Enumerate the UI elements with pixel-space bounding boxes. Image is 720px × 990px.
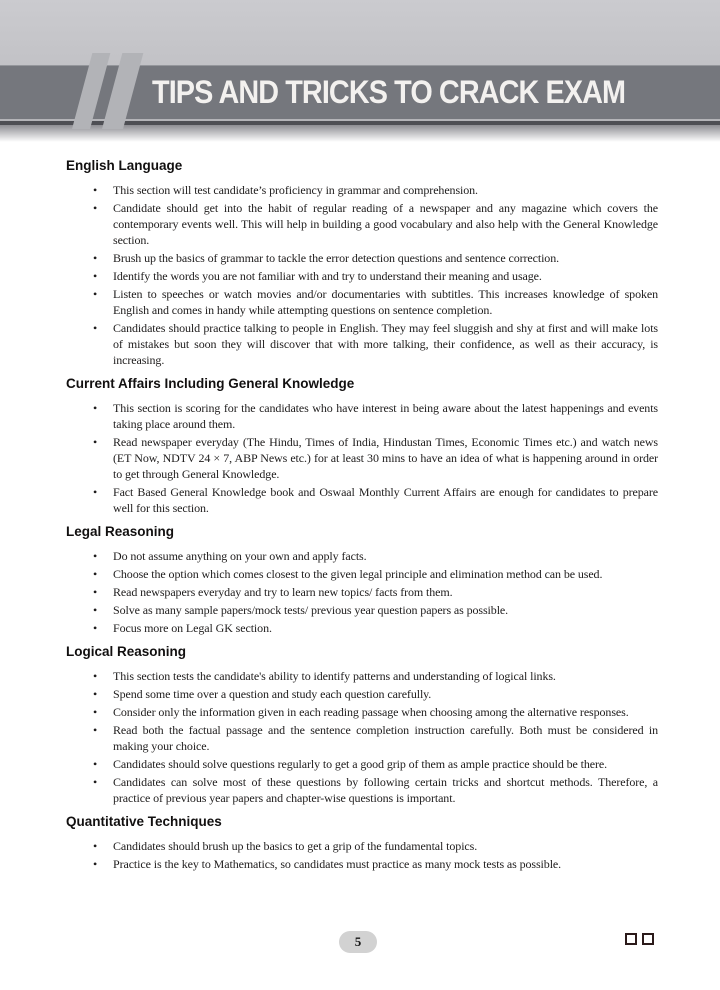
- bullet-item: • Read newspapers everyday and try to learn new topics/ facts from them.: [113, 584, 658, 600]
- page-title: TIPS AND TRICKS TO CRACK EXAM: [152, 74, 626, 110]
- bullet-item: • Choose the option which comes closest to the given legal principle and elimination method can be used.: [113, 566, 658, 582]
- bullet-item: • Do not assume anything on your own and apply facts.: [113, 548, 658, 564]
- bullet-item: • Candidates can solve most of these questions by following certain tricks and shortcut methods. Therefore, a practice of previous year papers and chapter-wise questions is important.: [113, 774, 658, 806]
- section-english-language: [0, 157, 720, 368]
- bullet-item: • This section will test candidate’s proficiency in grammar and comprehension.: [113, 182, 658, 198]
- section-heading: English Language: [66, 158, 183, 173]
- bullet-item: • Brush up the basics of grammar to tackle the error detection questions and sentence correction.: [113, 250, 658, 266]
- bullet-item: • Read newspaper everyday (The Hindu, Times of India, Hindustan Times, Economic Times etc.) and watch news (ET Now, NDTV 24 × 7, ABP News etc.) for at least 30 mins to have an idea of what is happening around in order to get through General Knowledge.: [113, 434, 658, 482]
- bullet-item: • Candidate should get into the habit of regular reading of a newspaper and any magazine which covers the contemporary events well. This will help in building a good vocabulary and also help with the General Knowledge section.: [113, 200, 658, 248]
- bullet-item: • Solve as many sample papers/mock tests/ previous year question papers as possible.: [113, 602, 658, 618]
- bullet-list: [113, 838, 658, 872]
- section-heading: Current Affairs Including General Knowledge: [66, 376, 355, 391]
- page-content: [0, 157, 720, 874]
- bullet-item: • Candidates should practice talking to people in English. They may feel sluggish and shy at first and will make lots of mistakes but soon they will discover that with more talking, their confidence, as well as their accuracy, is increasing.: [113, 320, 658, 368]
- bullet-item: • Fact Based General Knowledge book and Oswaal Monthly Current Affairs are enough for candidates to prepare well for this section.: [113, 484, 658, 516]
- section-legal-reasoning: [0, 523, 720, 636]
- bullet-list: [113, 548, 658, 636]
- bullet-item: • Candidates should brush up the basics to get a grip of the fundamental topics.: [113, 838, 658, 854]
- bullet-item: • Listen to speeches or watch movies and/or documentaries with subtitles. This increases knowledge of spoken English and comes in handy while attempting questions on sentence completion.: [113, 286, 658, 318]
- bullet-item: • Practice is the key to Mathematics, so candidates must practice as many mock tests as possible.: [113, 856, 658, 872]
- bullet-item: • Candidates should solve questions regularly to get a good grip of them as ample practice should be there.: [113, 756, 658, 772]
- section-heading: Quantitative Techniques: [66, 814, 222, 829]
- section-current-affairs: [0, 375, 720, 516]
- bullet-item: • Identify the words you are not familiar with and try to understand their meaning and usage.: [113, 268, 658, 284]
- section-logical-reasoning: [0, 643, 720, 806]
- bullet-item: • Consider only the information given in each reading passage when choosing among the alternative responses.: [113, 704, 658, 720]
- section-quantitative-techniques: [0, 813, 720, 872]
- bullet-item: • Read both the factual passage and the sentence completion instruction carefully. Both must be considered in making your choice.: [113, 722, 658, 754]
- square-glyph: [642, 933, 654, 945]
- double-square-icon: [625, 933, 654, 945]
- square-glyph: [625, 933, 637, 945]
- bullet-item: • Focus more on Legal GK section.: [113, 620, 658, 636]
- bullet-item: • This section tests the candidate's ability to identify patterns and understanding of logical links.: [113, 668, 658, 684]
- section-heading: Legal Reasoning: [66, 524, 175, 539]
- bullet-item: • Spend some time over a question and study each question carefully.: [113, 686, 658, 702]
- page-number-badge: [339, 931, 377, 953]
- bullet-list: [113, 668, 658, 806]
- section-heading: Logical Reasoning: [66, 644, 187, 659]
- bullet-item: • This section is scoring for the candidates who have interest in being aware about the latest happenings and events taking place around them.: [113, 400, 658, 432]
- bullet-list: [113, 182, 658, 368]
- bullet-list: [113, 400, 658, 516]
- page-number: 5: [354, 934, 362, 949]
